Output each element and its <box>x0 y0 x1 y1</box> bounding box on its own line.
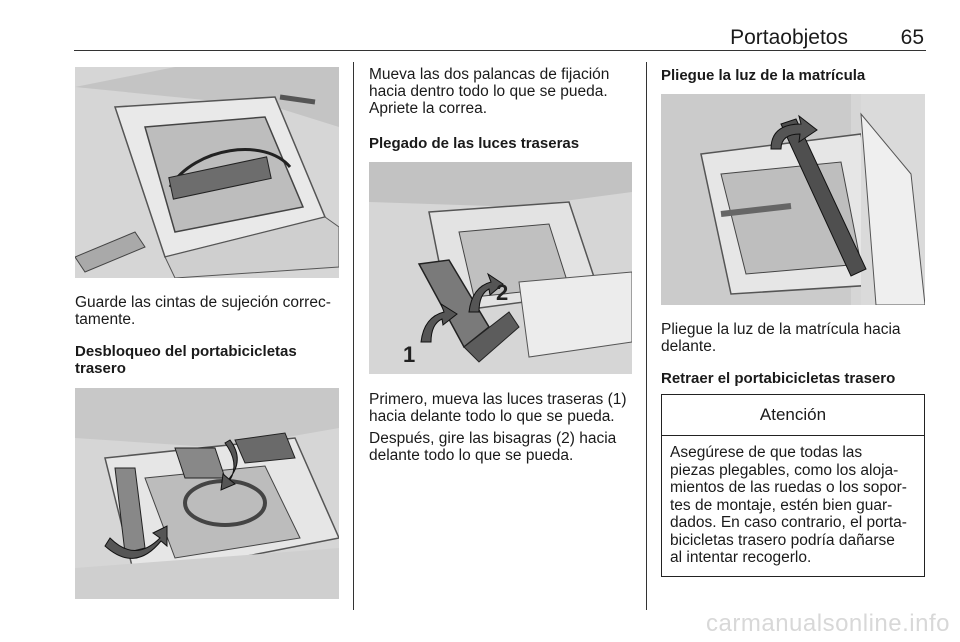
paragraph-fold-plate-light: Pliegue la luz de la matrícula hacia delante. <box>661 321 901 355</box>
page-header <box>74 22 926 52</box>
callout-2: 2 <box>496 280 509 305</box>
illustration-fold-rear-lights <box>369 162 632 374</box>
paragraph-move-levers: Mueva las dos palancas de fijación hacia dentro todo lo que se pueda. Apriete la correa. <box>369 66 610 117</box>
illustration-fold-plate-light <box>661 94 925 305</box>
paragraph-first-move-lights: Primero, mueva las luces traseras (1) hacia delante todo lo que se pueda. <box>369 391 627 425</box>
page-title: Portaobjetos <box>730 26 848 49</box>
heading-unlock: Desbloqueo del portabicicletas trasero <box>75 343 297 377</box>
attention-title: Atención <box>662 395 924 436</box>
callout-1: 1 <box>403 342 416 367</box>
illustration-unlock-levers <box>75 388 339 599</box>
paragraph-then-rotate-hinges: Después, gire las bisagras (2) hacia delante todo lo que se pueda. <box>369 430 617 464</box>
attention-box <box>661 394 925 577</box>
heading-fold-lights: Plegado de las luces traseras <box>369 135 580 152</box>
column-divider-2 <box>646 62 647 610</box>
page-number: 65 <box>900 26 924 49</box>
column-divider-1 <box>353 62 354 610</box>
heading-retract-carrier: Retraer el portabicicletas trasero <box>661 370 896 387</box>
watermark: carmanualsonline.info <box>706 610 950 637</box>
attention-body: Asegúrese de que todas las piezas plegables, como los aloja- mientos de las ruedas o los sopor- tes de montaje, estén bien guar- dados. En caso contrario, el porta- bicicletas trasero podría dañarse al intentar recogerlo. <box>670 444 907 566</box>
illustration-strap-storage <box>75 67 339 278</box>
header-rule <box>74 50 926 51</box>
heading-fold-plate-light: Pliegue la luz de la matrícula <box>661 67 866 84</box>
paragraph-store-straps: Guarde las cintas de sujeción correc- tamente. <box>75 294 331 328</box>
